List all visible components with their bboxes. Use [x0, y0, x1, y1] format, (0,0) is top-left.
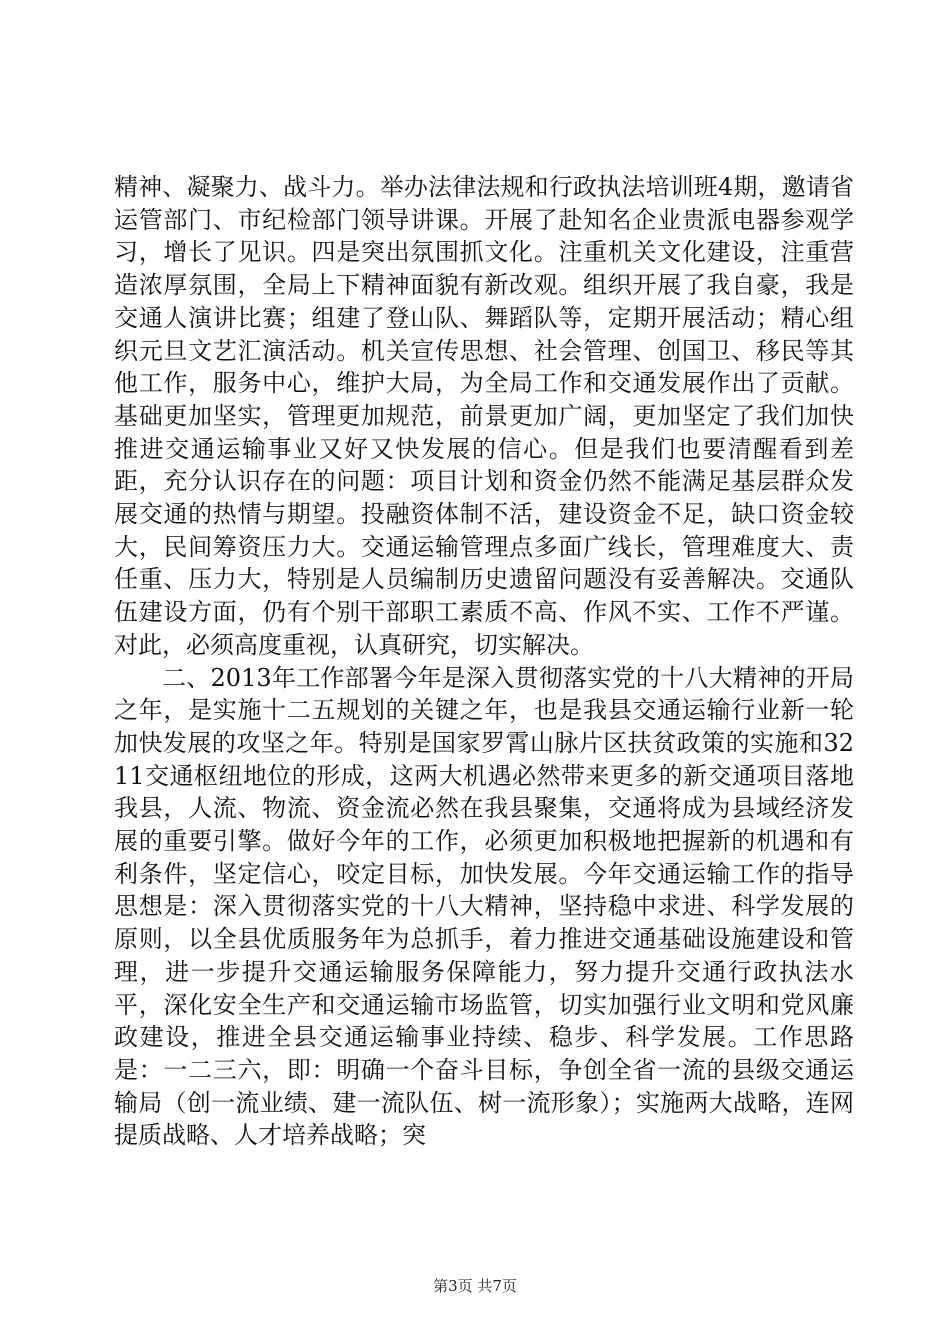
paragraph-work-plan-2013: 二、2013年工作部署今年是深入贯彻落实党的十八大精神的开局之年，是实施十二五规划的关键之年，也是我县交通运输行业新一轮加快发展的攻坚之年。特别是国家罗霄山脉片区扶贫政策的实施和3211交通枢纽地位的形成，这两大机遇必然带来更多的新交通项目落地我县，人流、物流、资金流必然在我县聚集，交通将成为县域经济发展的重要引擎。做好今年的工作，必须更加积极地把握新的机遇和有利条件，坚定信心，咬定目标，加快发展。今年交通运输工作的指导思想是：深入贯彻落实党的十八大精神，坚持稳中求进、科学发展的原则，以全县优质服务年为总抓手，着力推进交通基础设施建设和管理，进一步提升交通运输服务保障能力，努力提升交通行政执法水平，深化安全生产和交通运输市场监管，切实加强行业文明和党风廉政建设，推进全县交通运输事业持续、稳步、科学发展。工作思路是：一二三六，即：明确一个奋斗目标，争创全省一流的县级交通运输局（创一流业绩、建一流队伍、树一流形象）；实施两大战略，连网提质战略、人才培养战略；突: [114, 663, 854, 1150]
paragraph-continuation: 精神、凝聚力、战斗力。举办法律法规和行政执法培训班4期，邀请省运管部门、市纪检部门领导讲课。开展了赴知名企业贵派电器参观学习，增长了见识。四是突出氛围抓文化。注重机关文化建设，注重营造浓厚氛围，全局上下精神面貌有新改观。组织开展了我自豪，我是交通人演讲比赛；组建了登山队、舞蹈队等，定期开展活动；精心组织元旦文艺汇演活动。机关宣传思想、社会管理、创国卫、移民等其他工作，服务中心，维护大局，为全局工作和交通发展作出了贡献。基础更加坚实，管理更加规范，前景更加广阔，更加坚定了我们加快推进交通运输事业又好又快发展的信心。但是我们也要清醒看到差距，充分认识存在的问题：项目计划和资金仍然不能满足基层群众发展交通的热情与期望。投融资体制不活，建设资金不足，缺口资金较大，民间筹资压力大。交通运输管理点多面广线长，管理难度大、责任重、压力大，特别是人员编制历史遗留问题没有妥善解决。交通队伍建设方面，仍有个别干部职工素质不高、作风不实、工作不严谨。对此，必须高度重视，认真研究，切实解决。: [114, 173, 854, 659]
document-body: [114, 171, 854, 1152]
page-footer: 第3页 共7页: [433, 1277, 517, 1295]
